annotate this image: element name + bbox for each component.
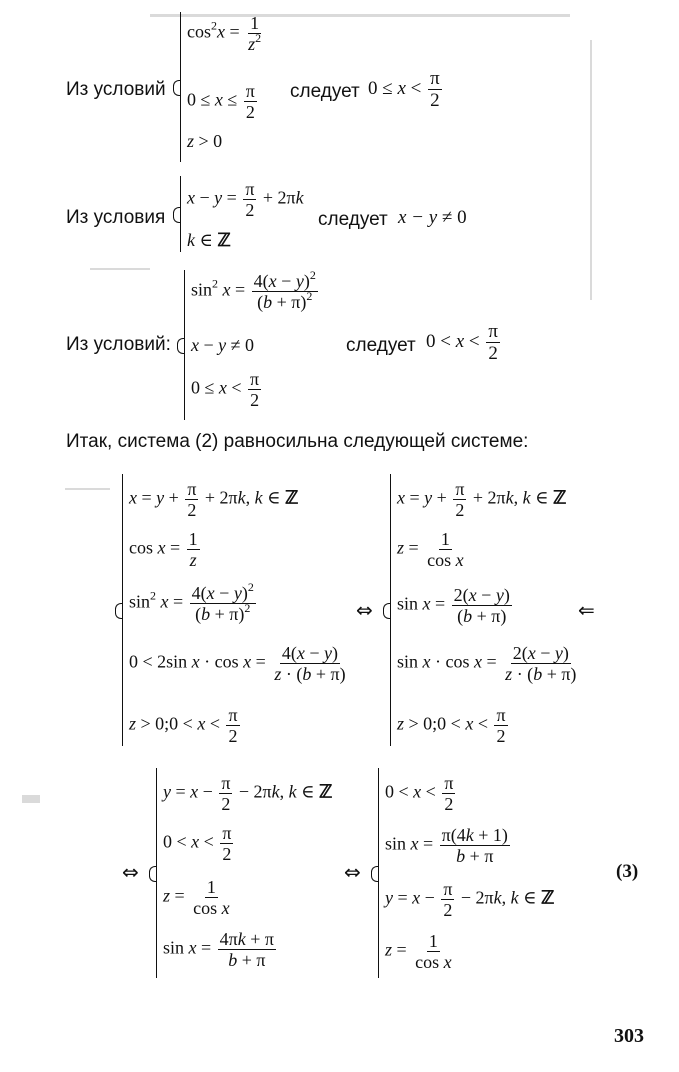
equivalence-arrow-1: ⇔ (356, 598, 373, 622)
formula-result-1: 0 ≤ x < $\frac{\pi}{2}$ (368, 68, 440, 111)
label-from-condition-2: Из условия (66, 207, 166, 228)
page-number: 303 (614, 1025, 644, 1047)
scan-noise (90, 268, 150, 270)
label-follows-2: следует (318, 209, 388, 230)
system-3: $\sin^2 x$ = $\frac{4(x - y)^2}{(b + \pi)^2}$ x − y ≠ 0 0 ≤ x < $\frac{\pi}{2}$ (184, 270, 185, 420)
system-5-right: 0 < x < $\frac{\pi}{2}$ sin x = $\frac{\pi(4k + 1)}{b + \pi}$ y = x − $\frac{\pi}{2}$ − 2πk, k ∈ ℤ z = $\frac{1}{\text{cos x}}$ (378, 768, 379, 978)
system-4-right: x = y + $\frac{\pi}{2}$ + 2πk, k ∈ ℤ z = $\frac{1}{\text{cos x}}$ sin x = $\frac{2(x - y)}{(b + \pi)}$ sin x · cos x = $\frac{2(x - y)}{z \cdot (b + \pi)}$ z > 0;0 < x < $\frac{\pi}{2}$ (390, 474, 391, 746)
label-from-conditions-3: Из условий: (66, 334, 171, 355)
scan-noise (65, 488, 110, 490)
equivalence-arrow-2: ⇔ (122, 860, 139, 884)
formula-result-3: 0 < x < $\frac{\pi}{2}$ (426, 321, 498, 364)
scan-noise (22, 795, 40, 803)
label-follows-3: следует (346, 335, 416, 356)
system-1: $\cos^2x$ = $\frac{1}{z^2}$ 0 ≤ x ≤ $\frac{\pi}{2}$ z > 0 (180, 12, 181, 162)
system-5-left: y = x − $\frac{\pi}{2}$ − 2πk, k ∈ ℤ 0 < x < $\frac{\pi}{2}$ z = $\frac{1}{\text{cos x}}$ sin x = $\frac{4\pi k + \pi}{b + \pi}$ (156, 768, 157, 978)
system-2: x − y = $\frac{\pi}{2}$ + 2πk k ∈ ℤ (180, 176, 181, 252)
scan-noise (590, 40, 592, 300)
implication-arrow: ⇐ (578, 598, 595, 622)
equivalence-arrow-3: ⇔ (344, 860, 361, 884)
equation-number: (3) (616, 861, 639, 882)
label-follows-1: следует (290, 81, 360, 102)
summary-text: Итак, система (2) равносильна следующей системе: (66, 431, 529, 452)
system-4-left: x = y + $\frac{\pi}{2}$ + 2πk, k ∈ ℤ cos x = $\frac{1}{z}$ $\sin^2 x$ = $\frac{4(x - y)^2}{(b + \pi)^2}$ 0 < 2sin x · cos x = $\frac{4(x - y)}{z \cdot (b + \pi)}$ z > 0;0 < x < $\frac{\pi}{2}$ (122, 474, 123, 746)
formula-result-2: x − y ≠ 0 (398, 207, 467, 228)
label-from-conditions-1: Из условий (66, 79, 166, 100)
